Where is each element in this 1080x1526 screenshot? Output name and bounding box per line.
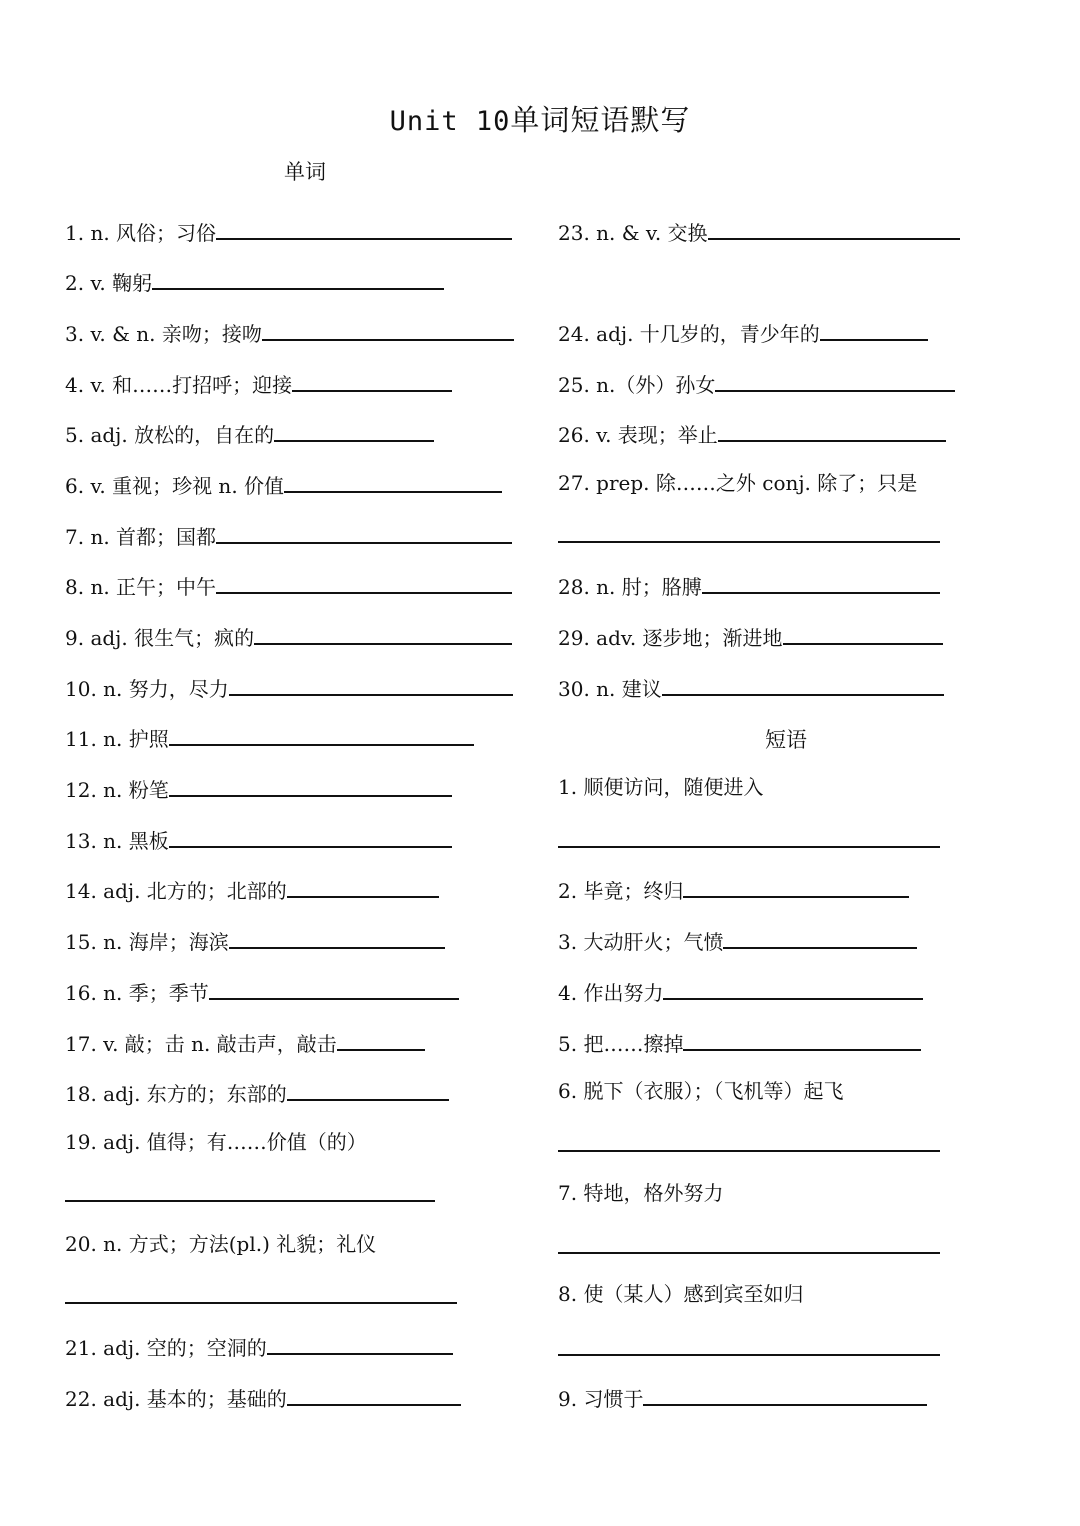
word-item-18: 18. adj. 东方的；东部的 (65, 1079, 449, 1106)
answer-blank[interactable] (284, 471, 502, 493)
phrase-item-4: 4. 作出努力 (558, 978, 923, 1005)
answer-line-20[interactable] (65, 1302, 457, 1304)
word-item-1: 1. n. 风俗；习俗 (65, 218, 512, 245)
word-item-25: 25. n.（外）孙女 (558, 370, 955, 397)
word-item-27: 27. prep. 除……之外 conj. 除了；只是 (558, 471, 918, 495)
words-heading: 单词 (284, 160, 326, 184)
word-item-15: 15. n. 海岸；海滨 (65, 927, 445, 954)
answer-blank[interactable] (708, 218, 960, 240)
phrases-heading: 短语 (765, 728, 807, 752)
answer-blank[interactable] (723, 927, 917, 949)
word-item-23: 23. n. & v. 交换 (558, 218, 960, 245)
word-item-9: 9. adj. 很生气；疯的 (65, 623, 512, 650)
answer-blank[interactable] (267, 1333, 453, 1355)
word-item-14: 14. adj. 北方的；北部的 (65, 876, 439, 903)
answer-blank[interactable] (287, 876, 439, 898)
title-text: 单词短语默写 (510, 103, 691, 137)
answer-blank[interactable] (663, 978, 923, 1000)
answer-blank[interactable] (718, 420, 946, 442)
phrase-item-9: 9. 习惯于 (558, 1384, 927, 1411)
answer-blank[interactable] (337, 1029, 425, 1051)
answer-blank[interactable] (662, 674, 944, 696)
answer-blank[interactable] (274, 420, 434, 442)
answer-blank[interactable] (715, 370, 955, 392)
word-item-7: 7. n. 首都；国都 (65, 522, 512, 549)
answer-line-phrase-6[interactable] (558, 1150, 940, 1152)
phrase-item-7: 7. 特地，格外努力 (558, 1181, 724, 1205)
word-item-17: 17. v. 敲；击 n. 敲击声，敲击 (65, 1029, 425, 1056)
phrase-item-3: 3. 大动肝火；气愤 (558, 927, 917, 954)
answer-line-phrase-7[interactable] (558, 1252, 940, 1254)
answer-blank[interactable] (216, 522, 512, 544)
word-item-12: 12. n. 粉笔 (65, 775, 452, 802)
answer-blank[interactable] (209, 978, 459, 1000)
answer-line-phrase-8[interactable] (558, 1354, 940, 1356)
word-item-11: 11. n. 护照 (65, 724, 474, 751)
answer-blank[interactable] (216, 572, 512, 594)
phrase-item-1: 1. 顺便访问，随便进入 (558, 775, 764, 799)
answer-blank[interactable] (216, 218, 512, 240)
word-item-2: 2. v. 鞠躬 (65, 268, 444, 295)
answer-blank[interactable] (229, 674, 513, 696)
answer-line-27[interactable] (558, 541, 940, 543)
title-unit: Unit 10 (389, 106, 511, 137)
word-item-10: 10. n. 努力，尽力 (65, 674, 513, 701)
phrase-item-5: 5. 把……擦掉 (558, 1029, 921, 1056)
answer-blank[interactable] (254, 623, 512, 645)
answer-blank[interactable] (683, 876, 909, 898)
answer-blank[interactable] (643, 1384, 927, 1406)
word-item-28: 28. n. 肘；胳膊 (558, 572, 940, 599)
phrase-item-6: 6. 脱下（衣服）；（飞机等）起飞 (558, 1079, 844, 1103)
word-item-20: 20. n. 方式；方法(pl.) 礼貌；礼仪 (65, 1232, 377, 1256)
word-item-24: 24. adj. 十几岁的，青少年的 (558, 319, 928, 346)
answer-blank[interactable] (169, 724, 474, 746)
answer-blank[interactable] (783, 623, 943, 645)
answer-blank[interactable] (702, 572, 940, 594)
word-item-19: 19. adj. 值得；有……价值（的） (65, 1130, 367, 1154)
word-item-4: 4. v. 和……打招呼；迎接 (65, 370, 452, 397)
answer-blank[interactable] (169, 775, 452, 797)
word-item-3: 3. v. & n. 亲吻；接吻 (65, 319, 514, 346)
answer-blank[interactable] (820, 319, 928, 341)
answer-line-19[interactable] (65, 1200, 435, 1202)
answer-blank[interactable] (287, 1079, 449, 1101)
phrase-item-2: 2. 毕竟；终归 (558, 876, 909, 903)
word-item-8: 8. n. 正午；中午 (65, 572, 512, 599)
answer-blank[interactable] (683, 1029, 921, 1051)
word-item-5: 5. adj. 放松的，自在的 (65, 420, 434, 447)
word-item-30: 30. n. 建议 (558, 674, 944, 701)
answer-blank[interactable] (287, 1384, 461, 1406)
word-item-16: 16. n. 季；季节 (65, 978, 459, 1005)
phrase-item-8: 8. 使（某人）感到宾至如归 (558, 1282, 804, 1306)
word-item-21: 21. adj. 空的；空洞的 (65, 1333, 453, 1360)
answer-blank[interactable] (229, 927, 445, 949)
answer-blank[interactable] (152, 268, 444, 290)
answer-blank[interactable] (292, 370, 452, 392)
answer-blank[interactable] (169, 826, 452, 848)
page-title (0, 98, 1080, 139)
word-item-13: 13. n. 黑板 (65, 826, 452, 853)
word-item-26: 26. v. 表现；举止 (558, 420, 946, 447)
word-item-6: 6. v. 重视；珍视 n. 价值 (65, 471, 502, 498)
answer-blank[interactable] (262, 319, 514, 341)
answer-line-phrase-1[interactable] (558, 846, 940, 848)
word-item-22: 22. adj. 基本的；基础的 (65, 1384, 461, 1411)
word-item-29: 29. adv. 逐步地；渐进地 (558, 623, 943, 650)
